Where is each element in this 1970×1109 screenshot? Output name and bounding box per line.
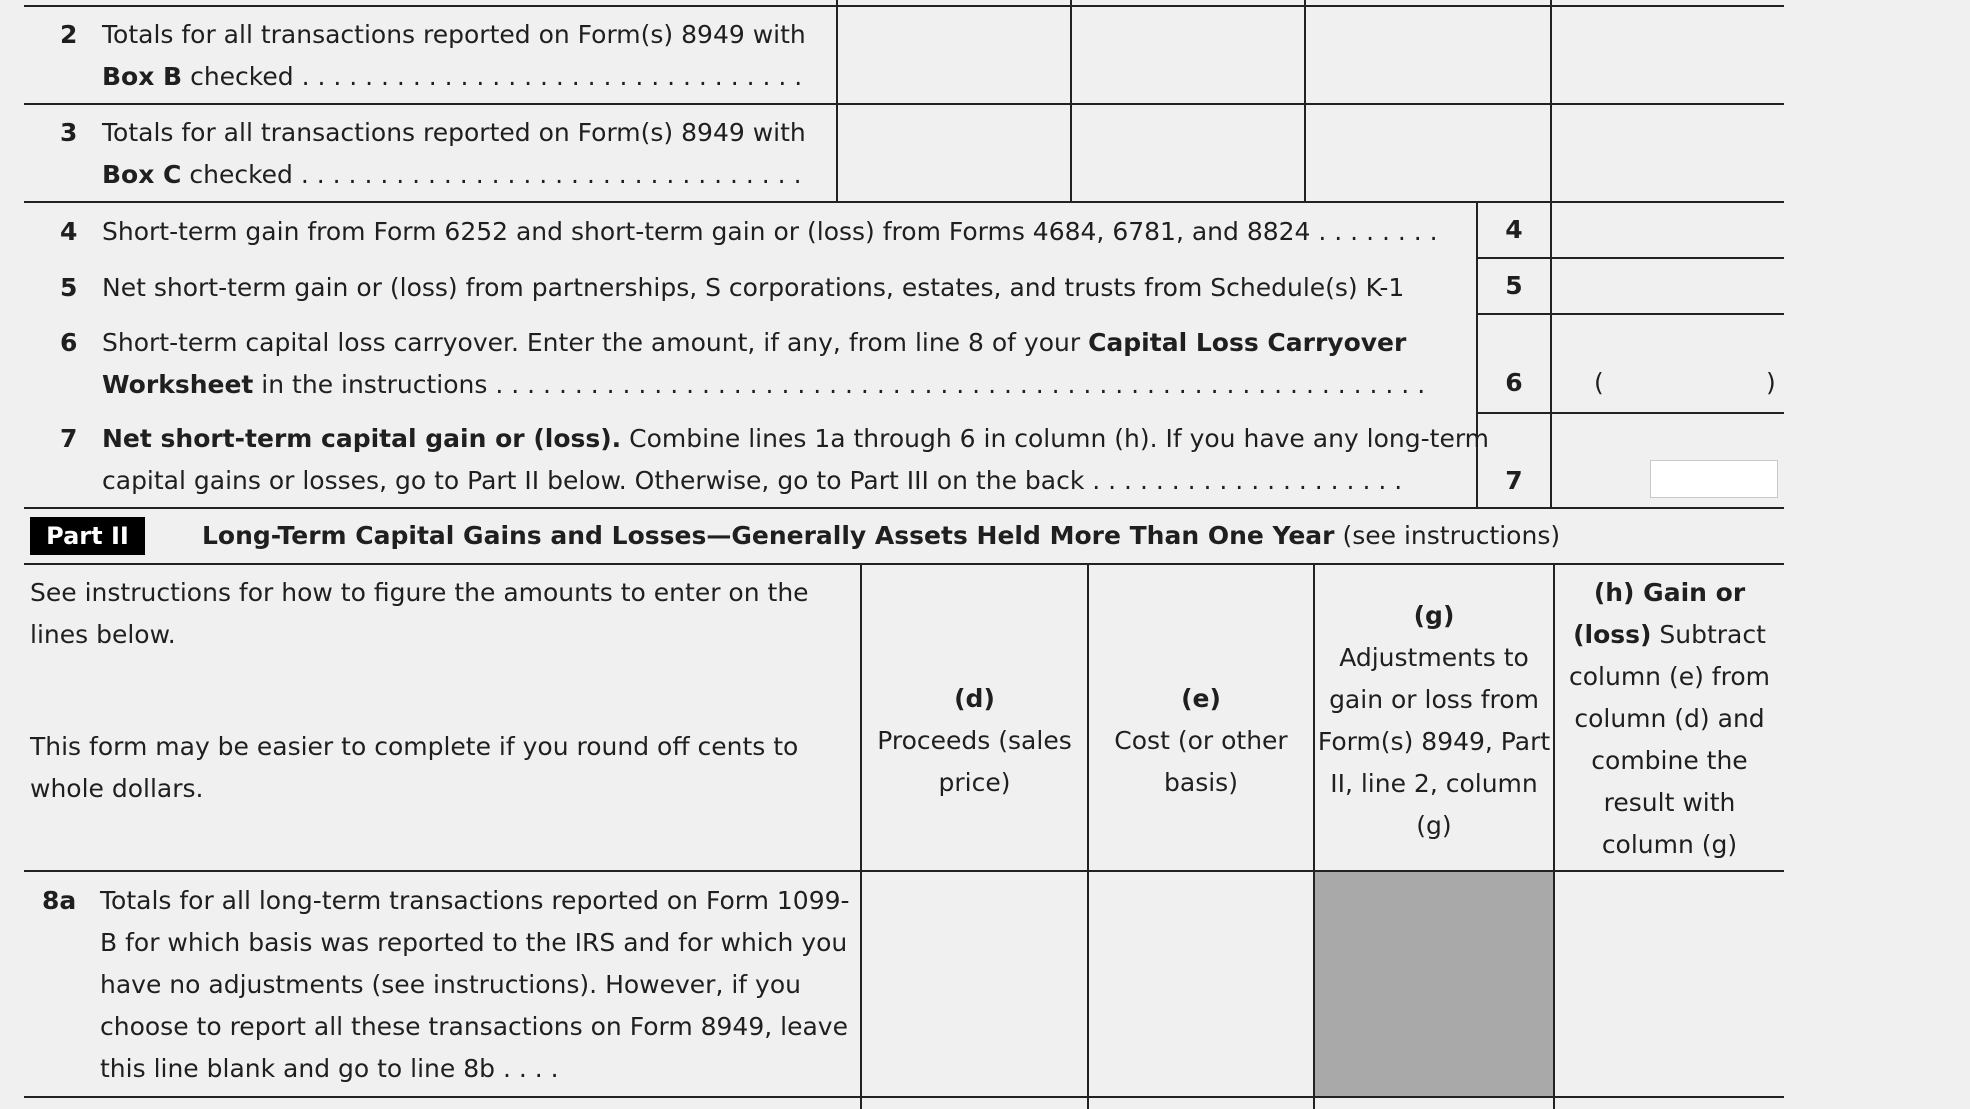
line-2-text: Totals for all transactions reported on Form(s) 8949 with <box>102 20 806 49</box>
part-2-title: Long-Term Capital Gains and Losses—Generally Assets Held More Than One Year (see instructions) <box>202 521 1561 550</box>
line-8a-col-h-field[interactable] <box>1555 872 1784 1096</box>
line-number-5: 5 <box>60 273 78 302</box>
line-number-2: 2 <box>60 20 78 49</box>
line-7-amount-input[interactable] <box>1650 460 1778 498</box>
line-3-col-g-field[interactable] <box>1306 105 1550 201</box>
column-e-label: Cost (or other basis) <box>1114 726 1288 797</box>
part-2-badge: Part II <box>30 517 145 555</box>
line-8a-col-d-field[interactable] <box>862 872 1087 1096</box>
row-divider <box>24 1096 1784 1098</box>
column-h-header <box>1555 572 1784 866</box>
line-2-col-g-field[interactable] <box>1306 7 1550 103</box>
dot-leaders: . . . . . . . . . . . . . . . . . . . . <box>1084 466 1403 495</box>
column-g-letter: (g) <box>1413 601 1455 630</box>
row-divider <box>24 201 1784 203</box>
line-number-8a: 8a <box>42 886 77 915</box>
line-3-text-cont: Box C checked . . . . . . . . . . . . . . . . . . . . . . . . . . . . . . . . <box>102 160 802 189</box>
line-8a-text: Totals for all long-term transactions reported on Form 1099-B for which basis was reported to the IRS and for which you have no adjustments (see instructions). However, if you choose to report all these transactions on Form 8949, leave this line blank and go to line 8b . . . . <box>100 886 850 1083</box>
line-3-col-e-field[interactable] <box>1072 105 1304 201</box>
line-6-text-cont: Worksheet in the instructions . . . . . . . . . . . . . . . . . . . . . . . . . . . . . . . . . . . . . . . . . . . . . . . . . . . . . . . . . . . <box>102 370 1426 399</box>
line-box-6: 6 <box>1505 368 1523 397</box>
column-d-header <box>862 678 1087 804</box>
line-5-amount-field[interactable] <box>1552 259 1784 313</box>
close-paren: ) <box>1766 368 1776 397</box>
open-paren: ( <box>1594 368 1604 397</box>
row-divider <box>24 507 1784 509</box>
line-box-7: 7 <box>1505 466 1523 495</box>
column-d-letter: (d) <box>954 684 995 713</box>
column-g-label: Adjustments to gain or loss from Form(s) 8949, Part II, line 2, column (g) <box>1317 643 1551 840</box>
row-divider <box>1476 313 1784 315</box>
line-3-col-h-field[interactable] <box>1552 105 1784 201</box>
line-3-text: Totals for all transactions reported on Form(s) 8949 with <box>102 118 806 147</box>
column-d-label: Proceeds (sales price) <box>877 726 1072 797</box>
dot-leaders: . . . . <box>495 1054 559 1083</box>
line-box-5: 5 <box>1505 271 1523 300</box>
box-c-label: Box C <box>102 160 182 189</box>
line-8a-col-g-shaded-cell <box>1315 872 1553 1096</box>
part-2-instructions: See instructions for how to figure the amounts to enter on the lines below. <box>30 578 809 649</box>
row-divider <box>24 563 1784 565</box>
column-e-letter: (e) <box>1181 684 1221 713</box>
line-6-text: Short-term capital loss carryover. Enter the amount, if any, from line 8 of your Capital Loss Carryover <box>102 328 1407 357</box>
column-h-label: (h) Gain or (loss) Subtract column (e) from column (d) and combine the result with column (g) <box>1569 578 1770 859</box>
line-5-text: Net short-term gain or (loss) from partnerships, S corporations, estates, and trusts from Schedule(s) K-1 <box>102 273 1405 302</box>
line-7-text-cont: capital gains or losses, go to Part II below. Otherwise, go to Part III on the back . . . . . . . . . . . . . . . . . . . . <box>102 466 1403 495</box>
line-6-amount-field[interactable] <box>1610 318 1760 408</box>
row-divider <box>1476 412 1784 414</box>
dot-leaders: . . . . . . . . . . . . . . . . . . . . . . . . . . . . . . . . . . . . . . . . . . . . . . . . . . . . . . . . . . . <box>487 370 1426 399</box>
round-cents-note: This form may be easier to complete if you round off cents to whole dollars. <box>30 732 799 803</box>
line-number-4: 4 <box>60 217 78 246</box>
dot-leaders: . . . . . . . . <box>1310 217 1438 246</box>
dot-leaders: . . . . . . . . . . . . . . . . . . . . . . . . . . . . . . . . <box>292 160 802 189</box>
line-2-col-e-field[interactable] <box>1072 7 1304 103</box>
dot-leaders: . . . . . . . . . . . . . . . . . . . . . . . . . . . . . . . . <box>293 62 803 91</box>
column-e-header <box>1089 678 1313 804</box>
line-3-col-d-field[interactable] <box>838 105 1070 201</box>
line-2-col-h-field[interactable] <box>1552 7 1784 103</box>
line-2-text-cont: Box B checked . . . . . . . . . . . . . . . . . . . . . . . . . . . . . . . . <box>102 62 803 91</box>
line-box-4: 4 <box>1505 215 1523 244</box>
line-2-col-d-field[interactable] <box>838 7 1070 103</box>
line-4-amount-field[interactable] <box>1552 205 1784 257</box>
column-g-header <box>1315 595 1553 847</box>
line-number-3: 3 <box>60 118 78 147</box>
box-b-label: Box B <box>102 62 183 91</box>
line-number-6: 6 <box>60 328 78 357</box>
line-number-7: 7 <box>60 424 78 453</box>
line-7-text: Net short-term capital gain or (loss). Combine lines 1a through 6 in column (h). If you have any long-term <box>102 424 1490 453</box>
line-4-text: Short-term gain from Form 6252 and short-term gain or (loss) from Forms 4684, 6781, and 8824 . . . . . . . . <box>102 217 1438 246</box>
line-8a-col-e-field[interactable] <box>1089 872 1313 1096</box>
